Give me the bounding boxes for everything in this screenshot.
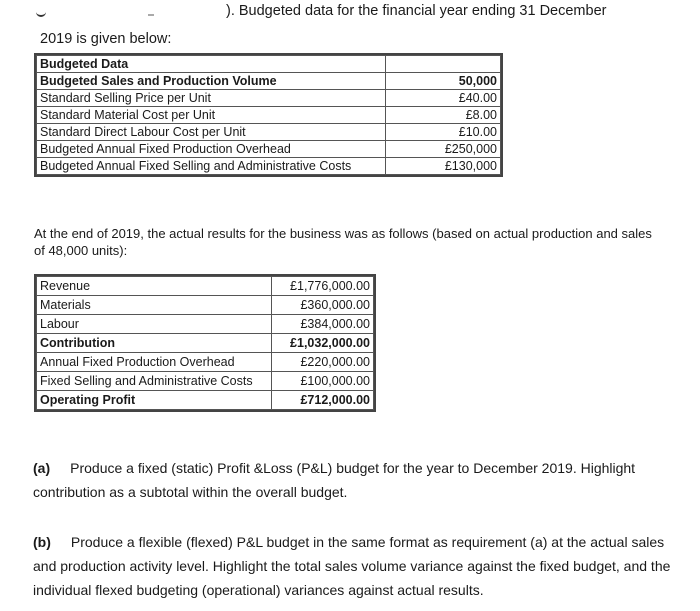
table-row [37,372,374,391]
question-b-text: Produce a flexible (flexed) P&L budget in the same format as requirement (a) at the actual sales and production activity level. Highlight the total sales volume variance against the fixed budget, and the individual flexed budgeting (operational) variances against actual results. [33,534,671,598]
question-a-label: (a) [33,460,51,476]
actual-results-intro: At the end of 2019, the actual results for the business was as follows (based on actual production and sales of 48,000 units): [34,226,652,258]
row-value: £220,000.00 [271,353,373,372]
row-label: Fixed Selling and Administrative Costs [37,372,272,391]
row-label: Materials [37,296,272,315]
question-a-text: Produce a fixed (static) Profit &Loss (P&L) budget for the year to December 2019. Highlight contribution as a subtotal within the overall budget. [33,460,636,500]
row-value: 50,000 [385,73,501,90]
table-row [37,107,501,124]
row-value: £250,000 [385,141,501,158]
row-label: Budgeted Annual Fixed Selling and Administrative Costs [37,158,386,175]
intro-line-1: ). Budgeted data for the financial year ending 31 December [226,3,607,19]
table-row [37,315,374,334]
table-row [37,353,374,372]
row-label: Annual Fixed Production Overhead [37,353,272,372]
table-row [37,73,501,90]
row-value: £712,000.00 [271,391,373,410]
row-value: £100,000.00 [271,372,373,391]
table-row [37,334,374,353]
table-row [37,296,374,315]
row-label: Revenue [37,277,272,296]
crop-mark [36,12,46,17]
table-header-row [37,56,501,73]
table-row [37,277,374,296]
row-label: Budgeted Annual Fixed Production Overhead [37,141,386,158]
row-value: £1,776,000.00 [271,277,373,296]
table-row [37,141,501,158]
budgeted-data-table [36,55,501,175]
row-label: Operating Profit [37,391,272,410]
crop-mark [148,14,154,16]
row-value: £1,032,000.00 [271,334,373,353]
table-row [37,391,374,410]
table-row [37,158,501,175]
row-value: £384,000.00 [271,315,373,334]
row-label: Standard Direct Labour Cost per Unit [37,124,386,141]
row-value: £40.00 [385,90,501,107]
table-row [37,90,501,107]
table-cell [385,56,501,73]
question-b [33,530,673,602]
question-b-label: (b) [33,534,51,550]
actual-results-table [36,276,374,410]
row-label: Contribution [37,334,272,353]
row-value: £8.00 [385,107,501,124]
row-label: Labour [37,315,272,334]
row-value: £360,000.00 [271,296,373,315]
table-header: Budgeted Data [37,56,386,73]
intro-line-2: 2019 is given below: [40,31,172,47]
row-value: £10.00 [385,124,501,141]
question-a [33,456,673,504]
row-label: Standard Material Cost per Unit [37,107,386,124]
row-value: £130,000 [385,158,501,175]
table-row [37,124,501,141]
row-label: Standard Selling Price per Unit [37,90,386,107]
row-label: Budgeted Sales and Production Volume [37,73,386,90]
